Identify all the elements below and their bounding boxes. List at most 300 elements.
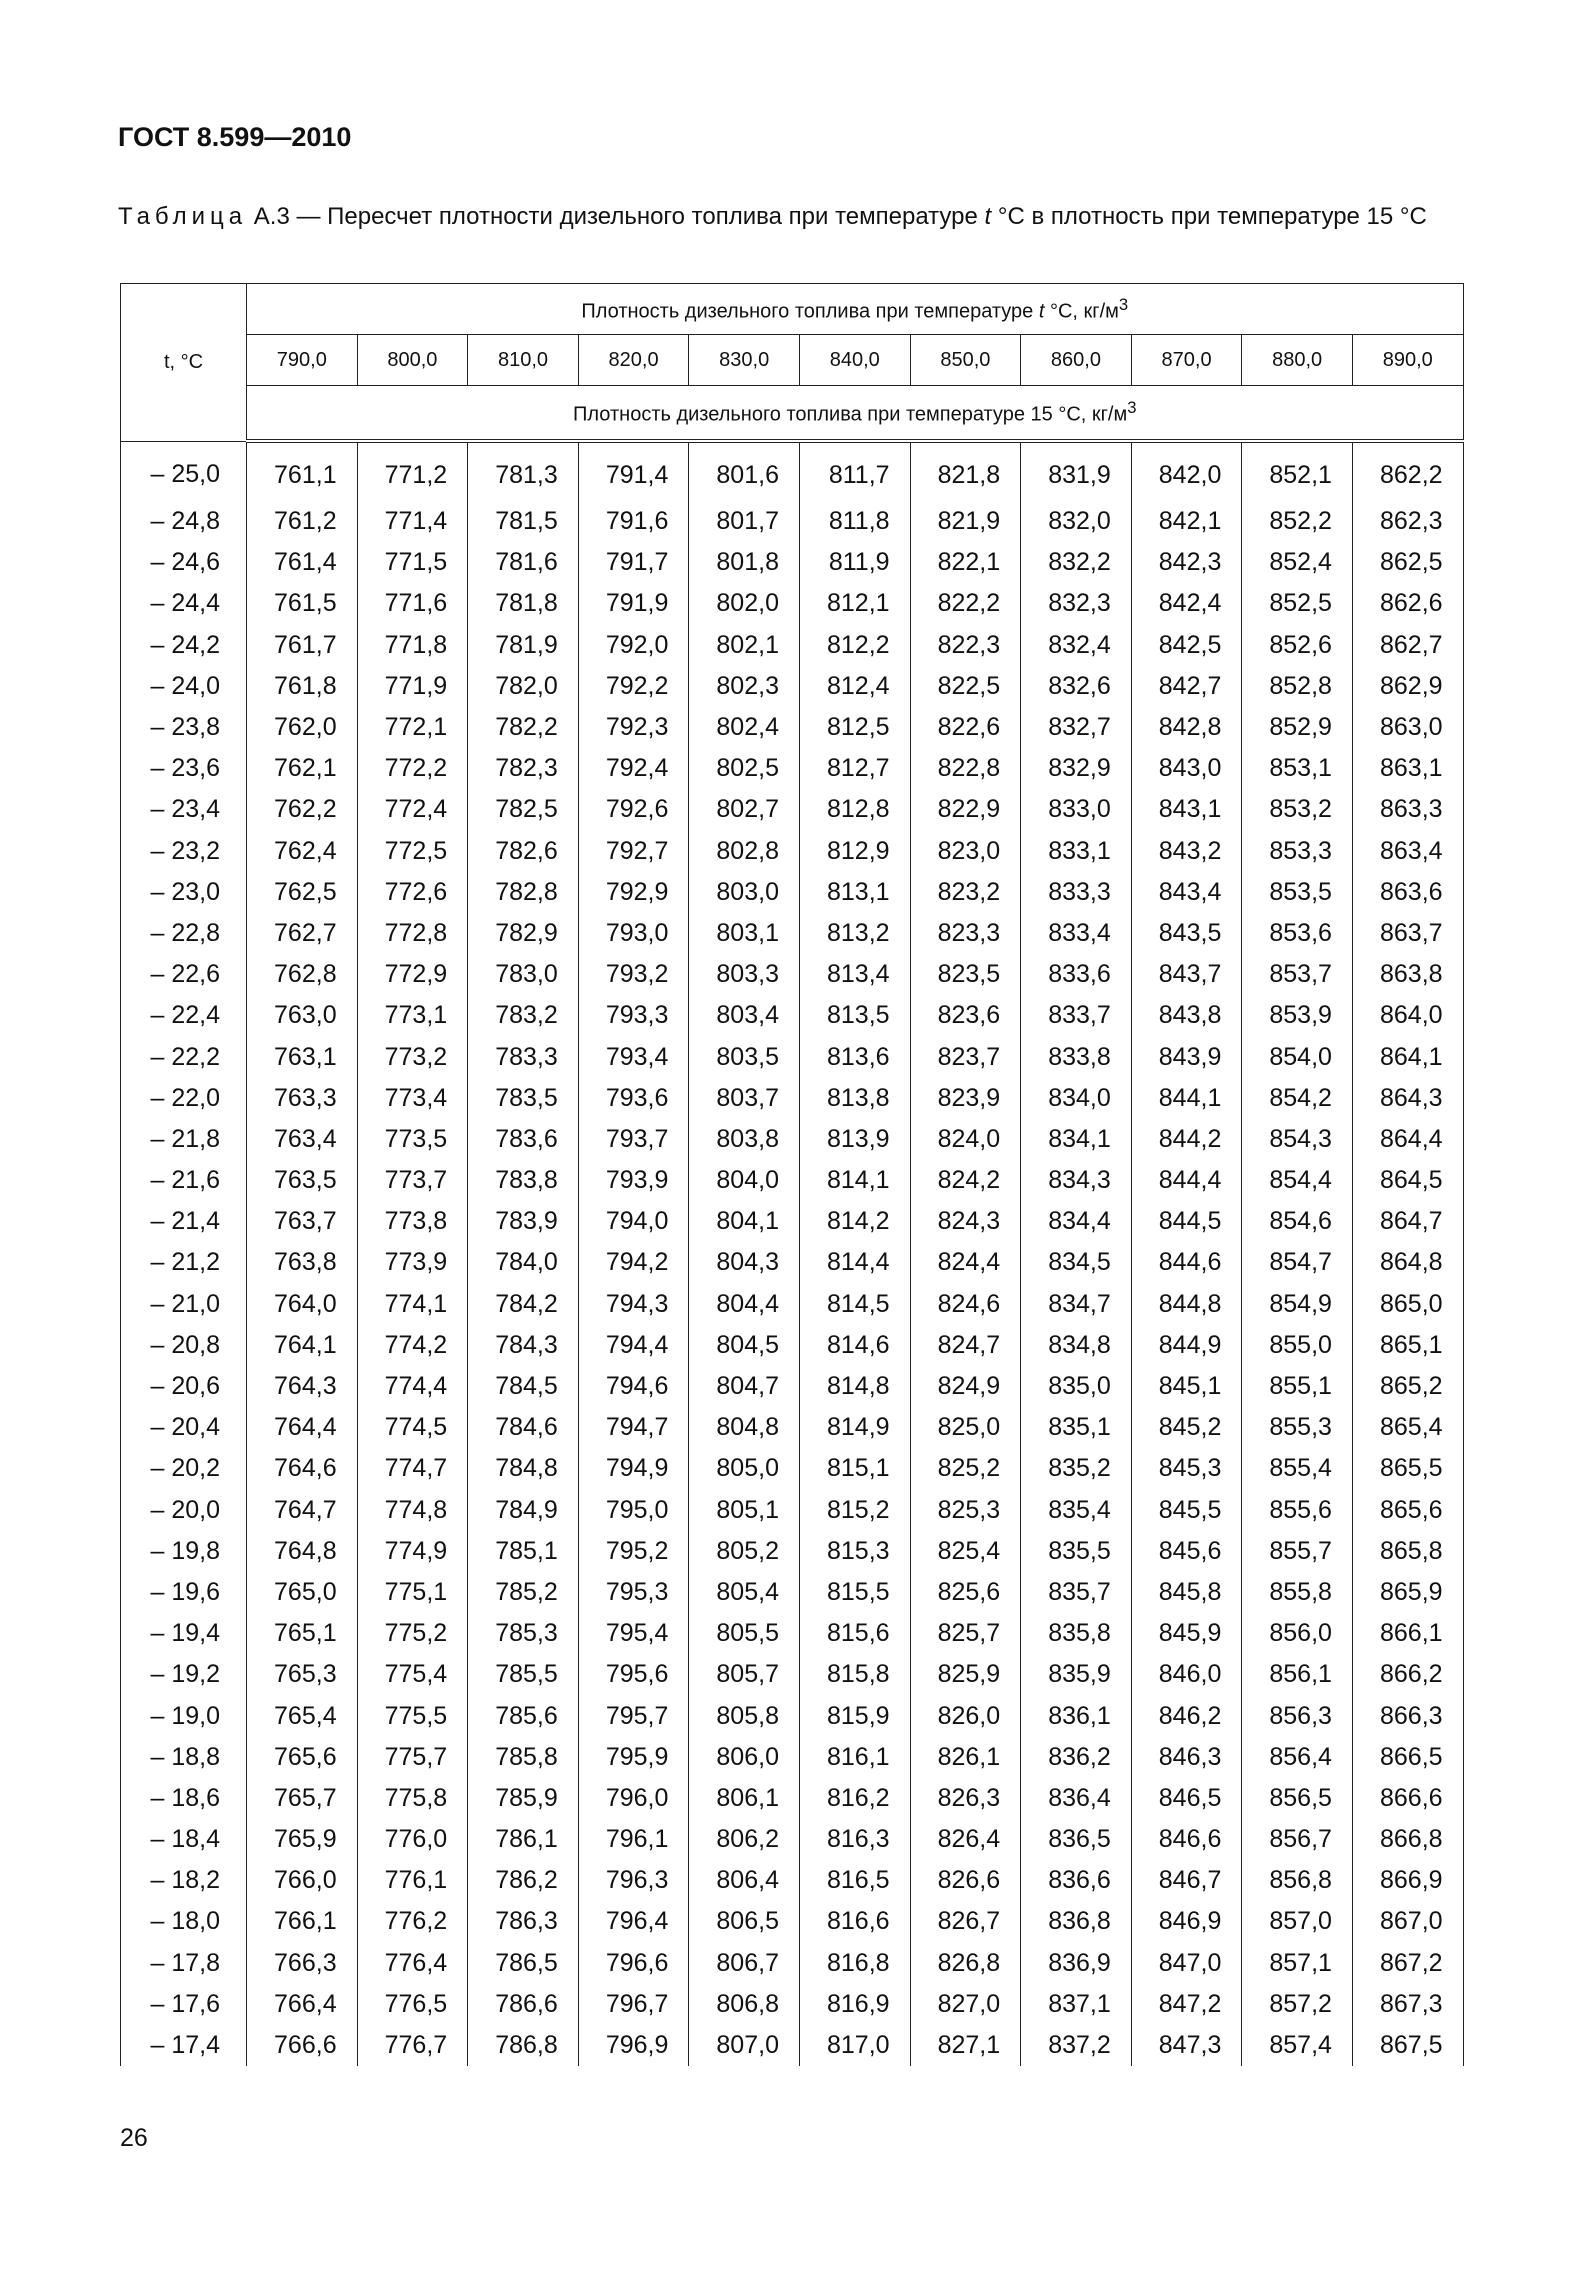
density-cell: 862,2 — [1352, 441, 1463, 501]
density-cell: 865,1 — [1352, 1325, 1463, 1366]
density-cell: 832,3 — [1021, 583, 1132, 624]
density-cell: 844,2 — [1131, 1119, 1242, 1160]
density-cell: 805,1 — [689, 1490, 800, 1531]
density-cell: 782,8 — [468, 872, 579, 913]
density-cell: 835,4 — [1021, 1490, 1132, 1531]
density-cell: 864,1 — [1352, 1036, 1463, 1077]
density-cell: 813,2 — [799, 913, 910, 954]
density-cell: 813,6 — [799, 1036, 910, 1077]
density-cell: 857,1 — [1242, 1943, 1353, 1984]
density-cell: 771,2 — [357, 441, 468, 501]
density-cell: 804,3 — [689, 1242, 800, 1283]
density-cell: 855,7 — [1242, 1531, 1353, 1572]
density-cell: 835,0 — [1021, 1366, 1132, 1407]
density-cell: 782,5 — [468, 789, 579, 830]
density-cell: 766,3 — [247, 1943, 358, 1984]
density-cell: 813,1 — [799, 872, 910, 913]
density-cell: 774,9 — [357, 1531, 468, 1572]
density-cell: 832,7 — [1021, 707, 1132, 748]
density-cell: 772,5 — [357, 831, 468, 872]
density-cell: 814,4 — [799, 1242, 910, 1283]
density-cell: 826,4 — [910, 1819, 1021, 1860]
density-cell: 765,7 — [247, 1778, 358, 1819]
density-cell: 834,8 — [1021, 1325, 1132, 1366]
document-header: ГОСТ 8.599—2010 — [118, 122, 352, 152]
density-cell: 857,4 — [1242, 2025, 1353, 2066]
density-cell: 853,1 — [1242, 748, 1353, 789]
density-cell: 845,8 — [1131, 1572, 1242, 1613]
density-cell: 776,1 — [357, 1860, 468, 1901]
density-cell: 824,0 — [910, 1119, 1021, 1160]
density-cell: 864,4 — [1352, 1119, 1463, 1160]
density-cell: 796,1 — [578, 1819, 689, 1860]
density-cell: 784,9 — [468, 1490, 579, 1531]
density-cell: 846,5 — [1131, 1778, 1242, 1819]
density-cell: 806,5 — [689, 1901, 800, 1942]
density-cell: 793,3 — [578, 995, 689, 1036]
density-cell: 764,6 — [247, 1448, 358, 1489]
density-cell: 846,3 — [1131, 1737, 1242, 1778]
density-cell: 816,8 — [799, 1943, 910, 1984]
density-cell: 773,1 — [357, 995, 468, 1036]
density-cell: 811,7 — [799, 441, 910, 501]
density-cell: 764,3 — [247, 1366, 358, 1407]
density-cell: 853,6 — [1242, 913, 1353, 954]
density-cell: 785,6 — [468, 1695, 579, 1736]
density-cell: 821,9 — [910, 501, 1021, 542]
table-row — [121, 441, 1464, 501]
density-cell: 845,9 — [1131, 1613, 1242, 1654]
density-cell: 853,9 — [1242, 995, 1353, 1036]
table-row — [121, 583, 1464, 624]
density-cell: 852,6 — [1242, 625, 1353, 666]
density-cell: 774,7 — [357, 1448, 468, 1489]
density-cell: 837,1 — [1021, 1984, 1132, 2025]
density-cell: 804,4 — [689, 1284, 800, 1325]
density-cell: 766,1 — [247, 1901, 358, 1942]
density-cell: 803,7 — [689, 1078, 800, 1119]
density-cell: 815,5 — [799, 1572, 910, 1613]
density-cell: 833,0 — [1021, 789, 1132, 830]
density-cell: 793,9 — [578, 1160, 689, 1201]
density-cell: 794,9 — [578, 1448, 689, 1489]
density-cell: 865,9 — [1352, 1572, 1463, 1613]
temperature-cell: – 21,0 — [121, 1284, 247, 1325]
density-cell: 763,3 — [247, 1078, 358, 1119]
temperature-cell: – 21,8 — [121, 1119, 247, 1160]
density-cell: 843,0 — [1131, 748, 1242, 789]
density-cell: 854,9 — [1242, 1284, 1353, 1325]
density-cell: 781,5 — [468, 501, 579, 542]
density-cell: 845,3 — [1131, 1448, 1242, 1489]
density-cell: 843,8 — [1131, 995, 1242, 1036]
temperature-cell: – 18,4 — [121, 1819, 247, 1860]
density-cell: 792,0 — [578, 625, 689, 666]
density-cell: 806,4 — [689, 1860, 800, 1901]
density-cell: 812,9 — [799, 831, 910, 872]
density-cell: 792,2 — [578, 666, 689, 707]
density-cell: 772,8 — [357, 913, 468, 954]
density-cell: 786,5 — [468, 1943, 579, 1984]
density-cell: 842,0 — [1131, 441, 1242, 501]
density-cell: 865,0 — [1352, 1284, 1463, 1325]
density-column-header: 840,0 — [799, 335, 910, 386]
temperature-cell: – 20,6 — [121, 1366, 247, 1407]
density-cell: 766,4 — [247, 1984, 358, 2025]
density-cell: 856,8 — [1242, 1860, 1353, 1901]
table-row — [121, 1284, 1464, 1325]
temperature-cell: – 18,2 — [121, 1860, 247, 1901]
temperature-cell: – 23,0 — [121, 872, 247, 913]
density-cell: 843,1 — [1131, 789, 1242, 830]
density-cell: 814,1 — [799, 1160, 910, 1201]
density-cell: 843,4 — [1131, 872, 1242, 913]
density-cell: 847,2 — [1131, 1984, 1242, 2025]
density-cell: 843,7 — [1131, 954, 1242, 995]
density-cell: 863,8 — [1352, 954, 1463, 995]
density-cell: 812,2 — [799, 625, 910, 666]
density-cell: 822,6 — [910, 707, 1021, 748]
density-cell: 847,3 — [1131, 2025, 1242, 2066]
temperature-cell: – 21,4 — [121, 1201, 247, 1242]
density-cell: 842,4 — [1131, 583, 1242, 624]
density-cell: 774,1 — [357, 1284, 468, 1325]
density-cell: 813,9 — [799, 1119, 910, 1160]
caption-text-b: °С в плотность при температуре 15 °С — [991, 203, 1427, 230]
density-cell: 775,7 — [357, 1737, 468, 1778]
density-cell: 865,2 — [1352, 1366, 1463, 1407]
density-cell: 836,8 — [1021, 1901, 1132, 1942]
density-cell: 802,1 — [689, 625, 800, 666]
density-cell: 762,7 — [247, 913, 358, 954]
density-cell: 772,2 — [357, 748, 468, 789]
density-cell: 762,4 — [247, 831, 358, 872]
density-cell: 783,5 — [468, 1078, 579, 1119]
density-cell: 781,8 — [468, 583, 579, 624]
density-cell: 773,9 — [357, 1242, 468, 1283]
density-cell: 823,6 — [910, 995, 1021, 1036]
density-cell: 803,0 — [689, 872, 800, 913]
density-cell: 833,6 — [1021, 954, 1132, 995]
density-cell: 812,4 — [799, 666, 910, 707]
table-row — [121, 748, 1464, 789]
density-cell: 866,3 — [1352, 1695, 1463, 1736]
table-row — [121, 1366, 1464, 1407]
density-cell: 834,4 — [1021, 1201, 1132, 1242]
temperature-cell: – 17,8 — [121, 1943, 247, 1984]
density-cell: 786,6 — [468, 1984, 579, 2025]
temperature-cell: – 17,4 — [121, 2025, 247, 2066]
density-cell: 775,4 — [357, 1654, 468, 1695]
density-cell: 792,9 — [578, 872, 689, 913]
density-cell: 832,4 — [1021, 625, 1132, 666]
density-cell: 822,5 — [910, 666, 1021, 707]
density-cell: 815,9 — [799, 1695, 910, 1736]
density-cell: 806,7 — [689, 1943, 800, 1984]
density-cell: 864,7 — [1352, 1201, 1463, 1242]
density-cell: 825,3 — [910, 1490, 1021, 1531]
density-cell: 835,5 — [1021, 1531, 1132, 1572]
density-cell: 802,8 — [689, 831, 800, 872]
density-cell: 785,5 — [468, 1654, 579, 1695]
density-cell: 763,0 — [247, 995, 358, 1036]
density-cell: 763,7 — [247, 1201, 358, 1242]
density-cell: 807,0 — [689, 2025, 800, 2066]
density-cell: 795,0 — [578, 1490, 689, 1531]
temperature-cell: – 18,0 — [121, 1901, 247, 1942]
density-cell: 782,9 — [468, 913, 579, 954]
density-cell: 863,6 — [1352, 872, 1463, 913]
density-cell: 863,3 — [1352, 789, 1463, 830]
table-row — [121, 789, 1464, 830]
temperature-cell: – 23,6 — [121, 748, 247, 789]
temperature-cell: – 19,4 — [121, 1613, 247, 1654]
temperature-cell: – 22,0 — [121, 1078, 247, 1119]
density-cell: 806,1 — [689, 1778, 800, 1819]
density-cell: 794,0 — [578, 1201, 689, 1242]
density-column-header: 860,0 — [1021, 335, 1132, 386]
density-cell: 844,8 — [1131, 1284, 1242, 1325]
density-cell: 842,7 — [1131, 666, 1242, 707]
density-cell: 844,9 — [1131, 1325, 1242, 1366]
density-cell: 761,8 — [247, 666, 358, 707]
table-row — [121, 1160, 1464, 1201]
density-cell: 833,3 — [1021, 872, 1132, 913]
density-cell: 783,6 — [468, 1119, 579, 1160]
density-cell: 802,0 — [689, 583, 800, 624]
density-cell: 766,6 — [247, 2025, 358, 2066]
density-cell: 765,3 — [247, 1654, 358, 1695]
density-cell: 761,5 — [247, 583, 358, 624]
density-cell: 865,6 — [1352, 1490, 1463, 1531]
density-cell: 771,4 — [357, 501, 468, 542]
temperature-cell: – 19,6 — [121, 1572, 247, 1613]
temperature-cell: – 24,6 — [121, 542, 247, 583]
density-cell: 802,7 — [689, 789, 800, 830]
density-cell: 836,2 — [1021, 1737, 1132, 1778]
density-cell: 844,4 — [1131, 1160, 1242, 1201]
density-cell: 785,8 — [468, 1737, 579, 1778]
density-cell: 792,3 — [578, 707, 689, 748]
density-cell: 773,4 — [357, 1078, 468, 1119]
density-cell: 866,1 — [1352, 1613, 1463, 1654]
density-column-header: 890,0 — [1352, 335, 1463, 386]
density-cell: 846,9 — [1131, 1901, 1242, 1942]
density-cell: 774,8 — [357, 1490, 468, 1531]
density-cell: 854,4 — [1242, 1160, 1353, 1201]
density-cell: 793,0 — [578, 913, 689, 954]
density-cell: 832,2 — [1021, 542, 1132, 583]
density-cell: 864,8 — [1352, 1242, 1463, 1283]
density-cell: 771,9 — [357, 666, 468, 707]
density-cell: 795,9 — [578, 1737, 689, 1778]
density-cell: 865,4 — [1352, 1407, 1463, 1448]
density-cell: 825,4 — [910, 1531, 1021, 1572]
density-cell: 836,1 — [1021, 1695, 1132, 1736]
temperature-cell: – 23,8 — [121, 707, 247, 748]
table-row — [121, 995, 1464, 1036]
density-cell: 801,7 — [689, 501, 800, 542]
temperature-cell: – 24,2 — [121, 625, 247, 666]
table-row — [121, 2025, 1464, 2066]
density-cell: 866,5 — [1352, 1737, 1463, 1778]
density-cell: 824,7 — [910, 1325, 1021, 1366]
density-cell: 847,0 — [1131, 1943, 1242, 1984]
density-cell: 792,4 — [578, 748, 689, 789]
observed-density-header: Плотность дизельного топлива при температуре t °С, $кг/м^3$ — [247, 284, 1464, 335]
density-cell: 864,3 — [1352, 1078, 1463, 1119]
table-row — [121, 1572, 1464, 1613]
density-cell: 765,0 — [247, 1572, 358, 1613]
density-cell: 814,8 — [799, 1366, 910, 1407]
density-cell: 771,6 — [357, 583, 468, 624]
density-cell: 763,1 — [247, 1036, 358, 1077]
density-cell: 764,8 — [247, 1531, 358, 1572]
table-row — [121, 1860, 1464, 1901]
density-cell: 781,9 — [468, 625, 579, 666]
density-cell: 864,0 — [1352, 995, 1463, 1036]
temperature-cell: – 18,6 — [121, 1778, 247, 1819]
density-cell: 855,6 — [1242, 1490, 1353, 1531]
density-cell: 862,7 — [1352, 625, 1463, 666]
density-cell: 792,7 — [578, 831, 689, 872]
table-row — [121, 1654, 1464, 1695]
density-cell: 867,2 — [1352, 1943, 1463, 1984]
density-cell: 804,1 — [689, 1201, 800, 1242]
density-cell: 813,5 — [799, 995, 910, 1036]
density-column-header: 810,0 — [468, 335, 579, 386]
density-cell: 804,7 — [689, 1366, 800, 1407]
density-conversion-table — [120, 283, 1464, 2066]
density-cell: 784,8 — [468, 1448, 579, 1489]
table-row — [121, 954, 1464, 995]
density-cell: 827,0 — [910, 1984, 1021, 2025]
density-cell: 816,3 — [799, 1819, 910, 1860]
density-cell: 761,1 — [247, 441, 358, 501]
temperature-cell: – 24,0 — [121, 666, 247, 707]
density-cell: 811,8 — [799, 501, 910, 542]
density-cell: 793,2 — [578, 954, 689, 995]
density-cell: 764,0 — [247, 1284, 358, 1325]
density-cell: 825,9 — [910, 1654, 1021, 1695]
density-cell: 803,8 — [689, 1119, 800, 1160]
density-cell: 812,1 — [799, 583, 910, 624]
density-cell: 795,3 — [578, 1572, 689, 1613]
density-cell: 783,3 — [468, 1036, 579, 1077]
density-cell: 834,5 — [1021, 1242, 1132, 1283]
density-cell: 817,0 — [799, 2025, 910, 2066]
temperature-cell: – 22,2 — [121, 1036, 247, 1077]
density-column-header: 830,0 — [689, 335, 800, 386]
density-cell: 765,9 — [247, 1819, 358, 1860]
density-cell: 774,2 — [357, 1325, 468, 1366]
density-cell: 803,5 — [689, 1036, 800, 1077]
density-cell: 826,0 — [910, 1695, 1021, 1736]
density-cell: 796,7 — [578, 1984, 689, 2025]
table-row — [121, 1695, 1464, 1736]
density-cell: 803,1 — [689, 913, 800, 954]
density-cell: 832,9 — [1021, 748, 1132, 789]
density-cell: 844,1 — [1131, 1078, 1242, 1119]
density-cell: 814,9 — [799, 1407, 910, 1448]
density-cell: 773,7 — [357, 1160, 468, 1201]
density-cell: 772,4 — [357, 789, 468, 830]
density-cell: 862,3 — [1352, 501, 1463, 542]
density-cell: 804,5 — [689, 1325, 800, 1366]
density-cell: 794,3 — [578, 1284, 689, 1325]
density-cell: 783,0 — [468, 954, 579, 995]
temperature-cell: – 20,0 — [121, 1490, 247, 1531]
density-cell: 776,2 — [357, 1901, 468, 1942]
temperature-cell: – 17,6 — [121, 1984, 247, 2025]
density-cell: 826,1 — [910, 1737, 1021, 1778]
page-number: 26 — [120, 2124, 148, 2152]
density-cell: 852,8 — [1242, 666, 1353, 707]
density-cell: 827,1 — [910, 2025, 1021, 2066]
density-cell: 863,1 — [1352, 748, 1463, 789]
density-cell: 773,8 — [357, 1201, 468, 1242]
density-cell: 856,0 — [1242, 1613, 1353, 1654]
density-cell: 822,8 — [910, 748, 1021, 789]
density-cell: 791,9 — [578, 583, 689, 624]
density-cell: 794,2 — [578, 1242, 689, 1283]
density-cell: 785,1 — [468, 1531, 579, 1572]
density-cell: 854,3 — [1242, 1119, 1353, 1160]
density-cell: 805,0 — [689, 1448, 800, 1489]
density-cell: 854,7 — [1242, 1242, 1353, 1283]
density-cell: 823,5 — [910, 954, 1021, 995]
density-cell: 786,1 — [468, 1819, 579, 1860]
table-row — [121, 1737, 1464, 1778]
density-cell: 804,0 — [689, 1160, 800, 1201]
density-cell: 843,2 — [1131, 831, 1242, 872]
density-cell: 805,4 — [689, 1572, 800, 1613]
density-cell: 795,2 — [578, 1531, 689, 1572]
table-row — [121, 1901, 1464, 1942]
density-cell: 795,7 — [578, 1695, 689, 1736]
density-cell: 794,7 — [578, 1407, 689, 1448]
density-cell: 852,9 — [1242, 707, 1353, 748]
density-cell: 866,9 — [1352, 1860, 1463, 1901]
density-cell: 802,3 — [689, 666, 800, 707]
density-cell: 855,1 — [1242, 1366, 1353, 1407]
density-cell: 854,0 — [1242, 1036, 1353, 1077]
density-column-header: 870,0 — [1131, 335, 1242, 386]
density-cell: 855,3 — [1242, 1407, 1353, 1448]
table-row — [121, 1490, 1464, 1531]
density-cell: 761,2 — [247, 501, 358, 542]
temperature-cell: – 24,8 — [121, 501, 247, 542]
temperature-cell: – 22,6 — [121, 954, 247, 995]
temperature-cell: – 20,8 — [121, 1325, 247, 1366]
density-cell: 784,5 — [468, 1366, 579, 1407]
density-cell: 842,3 — [1131, 542, 1242, 583]
density-cell: 823,9 — [910, 1078, 1021, 1119]
density-cell: 831,9 — [1021, 441, 1132, 501]
table-row — [121, 831, 1464, 872]
density-cell: 783,2 — [468, 995, 579, 1036]
density-cell: 832,0 — [1021, 501, 1132, 542]
density-cell: 852,4 — [1242, 542, 1353, 583]
density-cell: 815,2 — [799, 1490, 910, 1531]
density-cell: 786,8 — [468, 2025, 579, 2066]
density-cell: 796,3 — [578, 1860, 689, 1901]
density-cell: 864,5 — [1352, 1160, 1463, 1201]
density-cell: 815,6 — [799, 1613, 910, 1654]
density-cell: 785,9 — [468, 1778, 579, 1819]
density-cell: 824,3 — [910, 1201, 1021, 1242]
density-cell: 796,0 — [578, 1778, 689, 1819]
